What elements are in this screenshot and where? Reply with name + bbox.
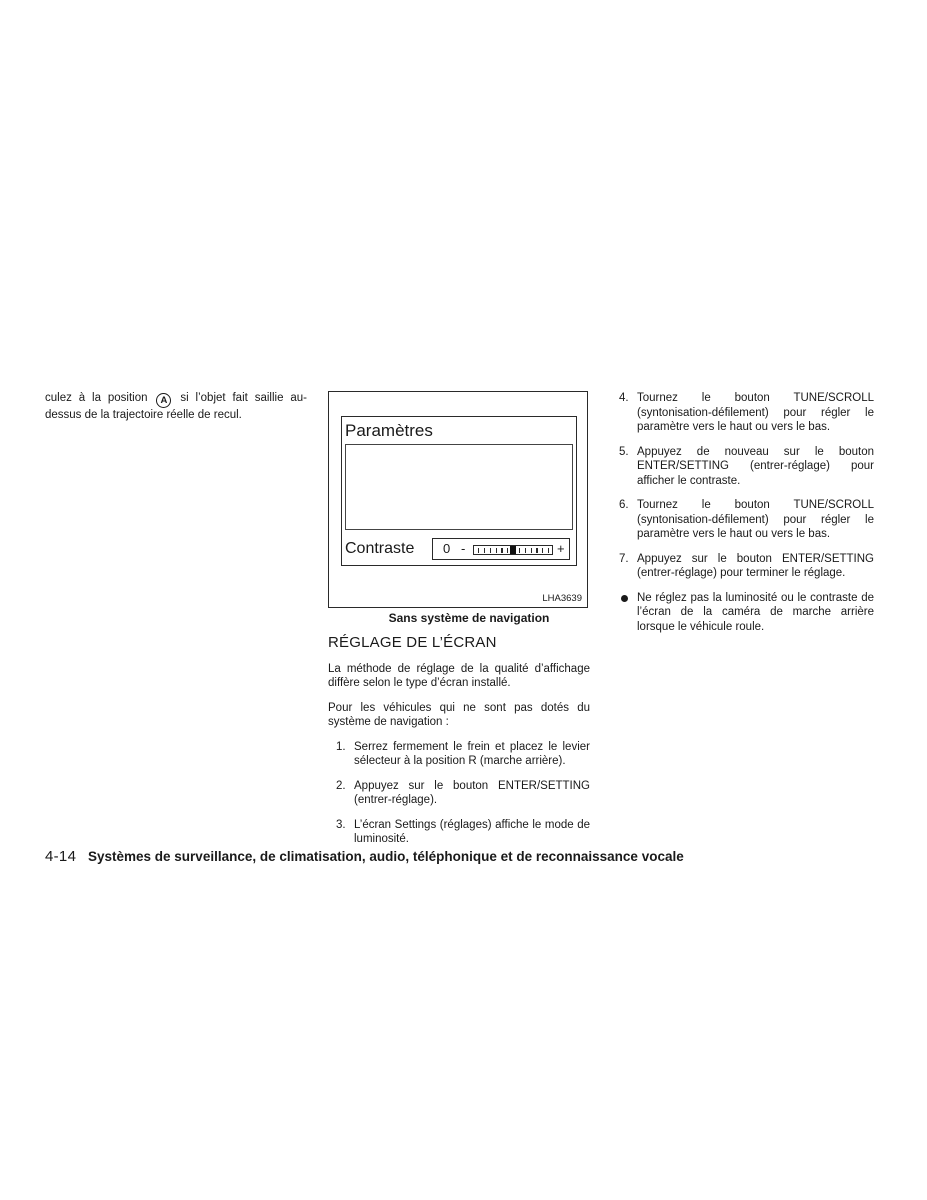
paragraph-text-before: culez à la position: [45, 392, 148, 404]
list-item: [619, 552, 874, 581]
steps-list-part2: [619, 391, 874, 581]
list-item: [328, 818, 590, 847]
step-number: 4.: [619, 392, 629, 404]
right-column: [619, 391, 874, 634]
slider-tick: [484, 548, 485, 553]
step-number: 5.: [619, 445, 629, 458]
step-number: 6.: [619, 499, 629, 511]
figure-code: LHA3639: [542, 593, 582, 604]
step-text: Tournez le bouton TUNE/SCROLL (syntonisation-défilement) pour régler le paramètre vers le haut ou vers le bas.: [637, 392, 874, 433]
step-text: Appuyez sur le bouton ENTER/SETTING (entrer-réglage) pour terminer le réglage.: [637, 552, 874, 579]
vehicle-paragraph: Pour les véhicules qui ne sont pas dotés du système de navigation :: [328, 701, 590, 728]
page-footer: [45, 849, 915, 865]
step-number: 2.: [336, 779, 346, 792]
continued-paragraph: [45, 391, 307, 423]
bullet-text: Ne réglez pas la luminosité ou le contraste de l’écran de la caméra de marche arrière lorsque le véhicule roule.: [637, 591, 874, 633]
step-number: 1.: [336, 740, 346, 753]
step-text: L’écran Settings (réglages) affiche le mode de luminosité.: [354, 818, 590, 845]
figure-caption: Sans système de navigation: [388, 611, 550, 625]
list-item: [619, 498, 874, 542]
step-text: Serrez fermement le frein et placez le levier sélecteur à la position R (marche arrière).: [354, 740, 590, 767]
position-a-marker: A: [156, 393, 171, 408]
contrast-slider-control: [432, 538, 570, 560]
minus-icon: -: [461, 541, 466, 556]
slider-tick: [531, 548, 532, 553]
warning-bullet: [619, 591, 874, 635]
slider-tick: [501, 548, 502, 553]
slider-tick: [496, 548, 497, 553]
step-text: Appuyez sur le bouton ENTER/SETTING (entrer-réglage).: [354, 779, 590, 806]
page-number: 4-14: [45, 848, 77, 865]
steps-list-part1: [328, 740, 590, 847]
slider-tick: [525, 548, 526, 553]
contrast-value: 0: [443, 541, 451, 556]
paragraph-text-after: si l’objet fait saillie au-dessus de la trajectoire réelle de recul.: [45, 392, 308, 421]
bullet-icon: [621, 595, 628, 602]
plus-icon: +: [557, 541, 565, 556]
intro-paragraph: La méthode de réglage de la qualité d’affichage diffère selon le type d’écran installé.: [328, 662, 590, 689]
slider-tick: [507, 548, 508, 553]
left-column: [45, 391, 307, 433]
display-screen: [341, 416, 577, 566]
slider-tick: [542, 548, 543, 553]
step-number: 7.: [619, 552, 629, 565]
list-item: [619, 391, 874, 435]
section-heading: RÉGLAGE DE L’ÉCRAN: [328, 633, 497, 651]
slider-tick: [519, 548, 520, 553]
step-number: 3.: [336, 818, 346, 831]
slider-track: [473, 545, 553, 555]
contrast-label: Contraste: [345, 540, 415, 557]
chapter-title: Systèmes de surveillance, de climatisation, audio, téléphonique et de reconnaissance vocale: [88, 849, 684, 864]
list-item: [619, 445, 874, 489]
slider-tick: [548, 548, 549, 553]
step-text: Tournez le bouton TUNE/SCROLL (syntonisation-défilement) pour régler le paramètre vers le haut ou vers le bas.: [637, 499, 874, 540]
slider-tick: [536, 548, 537, 553]
screen-title: Paramètres: [345, 421, 433, 440]
list-item: [328, 779, 590, 808]
middle-column: [328, 391, 590, 857]
settings-screen-figure: [328, 391, 588, 608]
step-text: Appuyez de nouveau sur le bouton ENTER/SETTING (entrer-réglage) pour afficher le contraste.: [637, 445, 874, 487]
slider-knob: [510, 546, 516, 554]
slider-tick: [490, 548, 491, 553]
list-item: [328, 740, 590, 769]
slider-tick: [478, 548, 479, 553]
screen-content-panel: [345, 444, 573, 530]
